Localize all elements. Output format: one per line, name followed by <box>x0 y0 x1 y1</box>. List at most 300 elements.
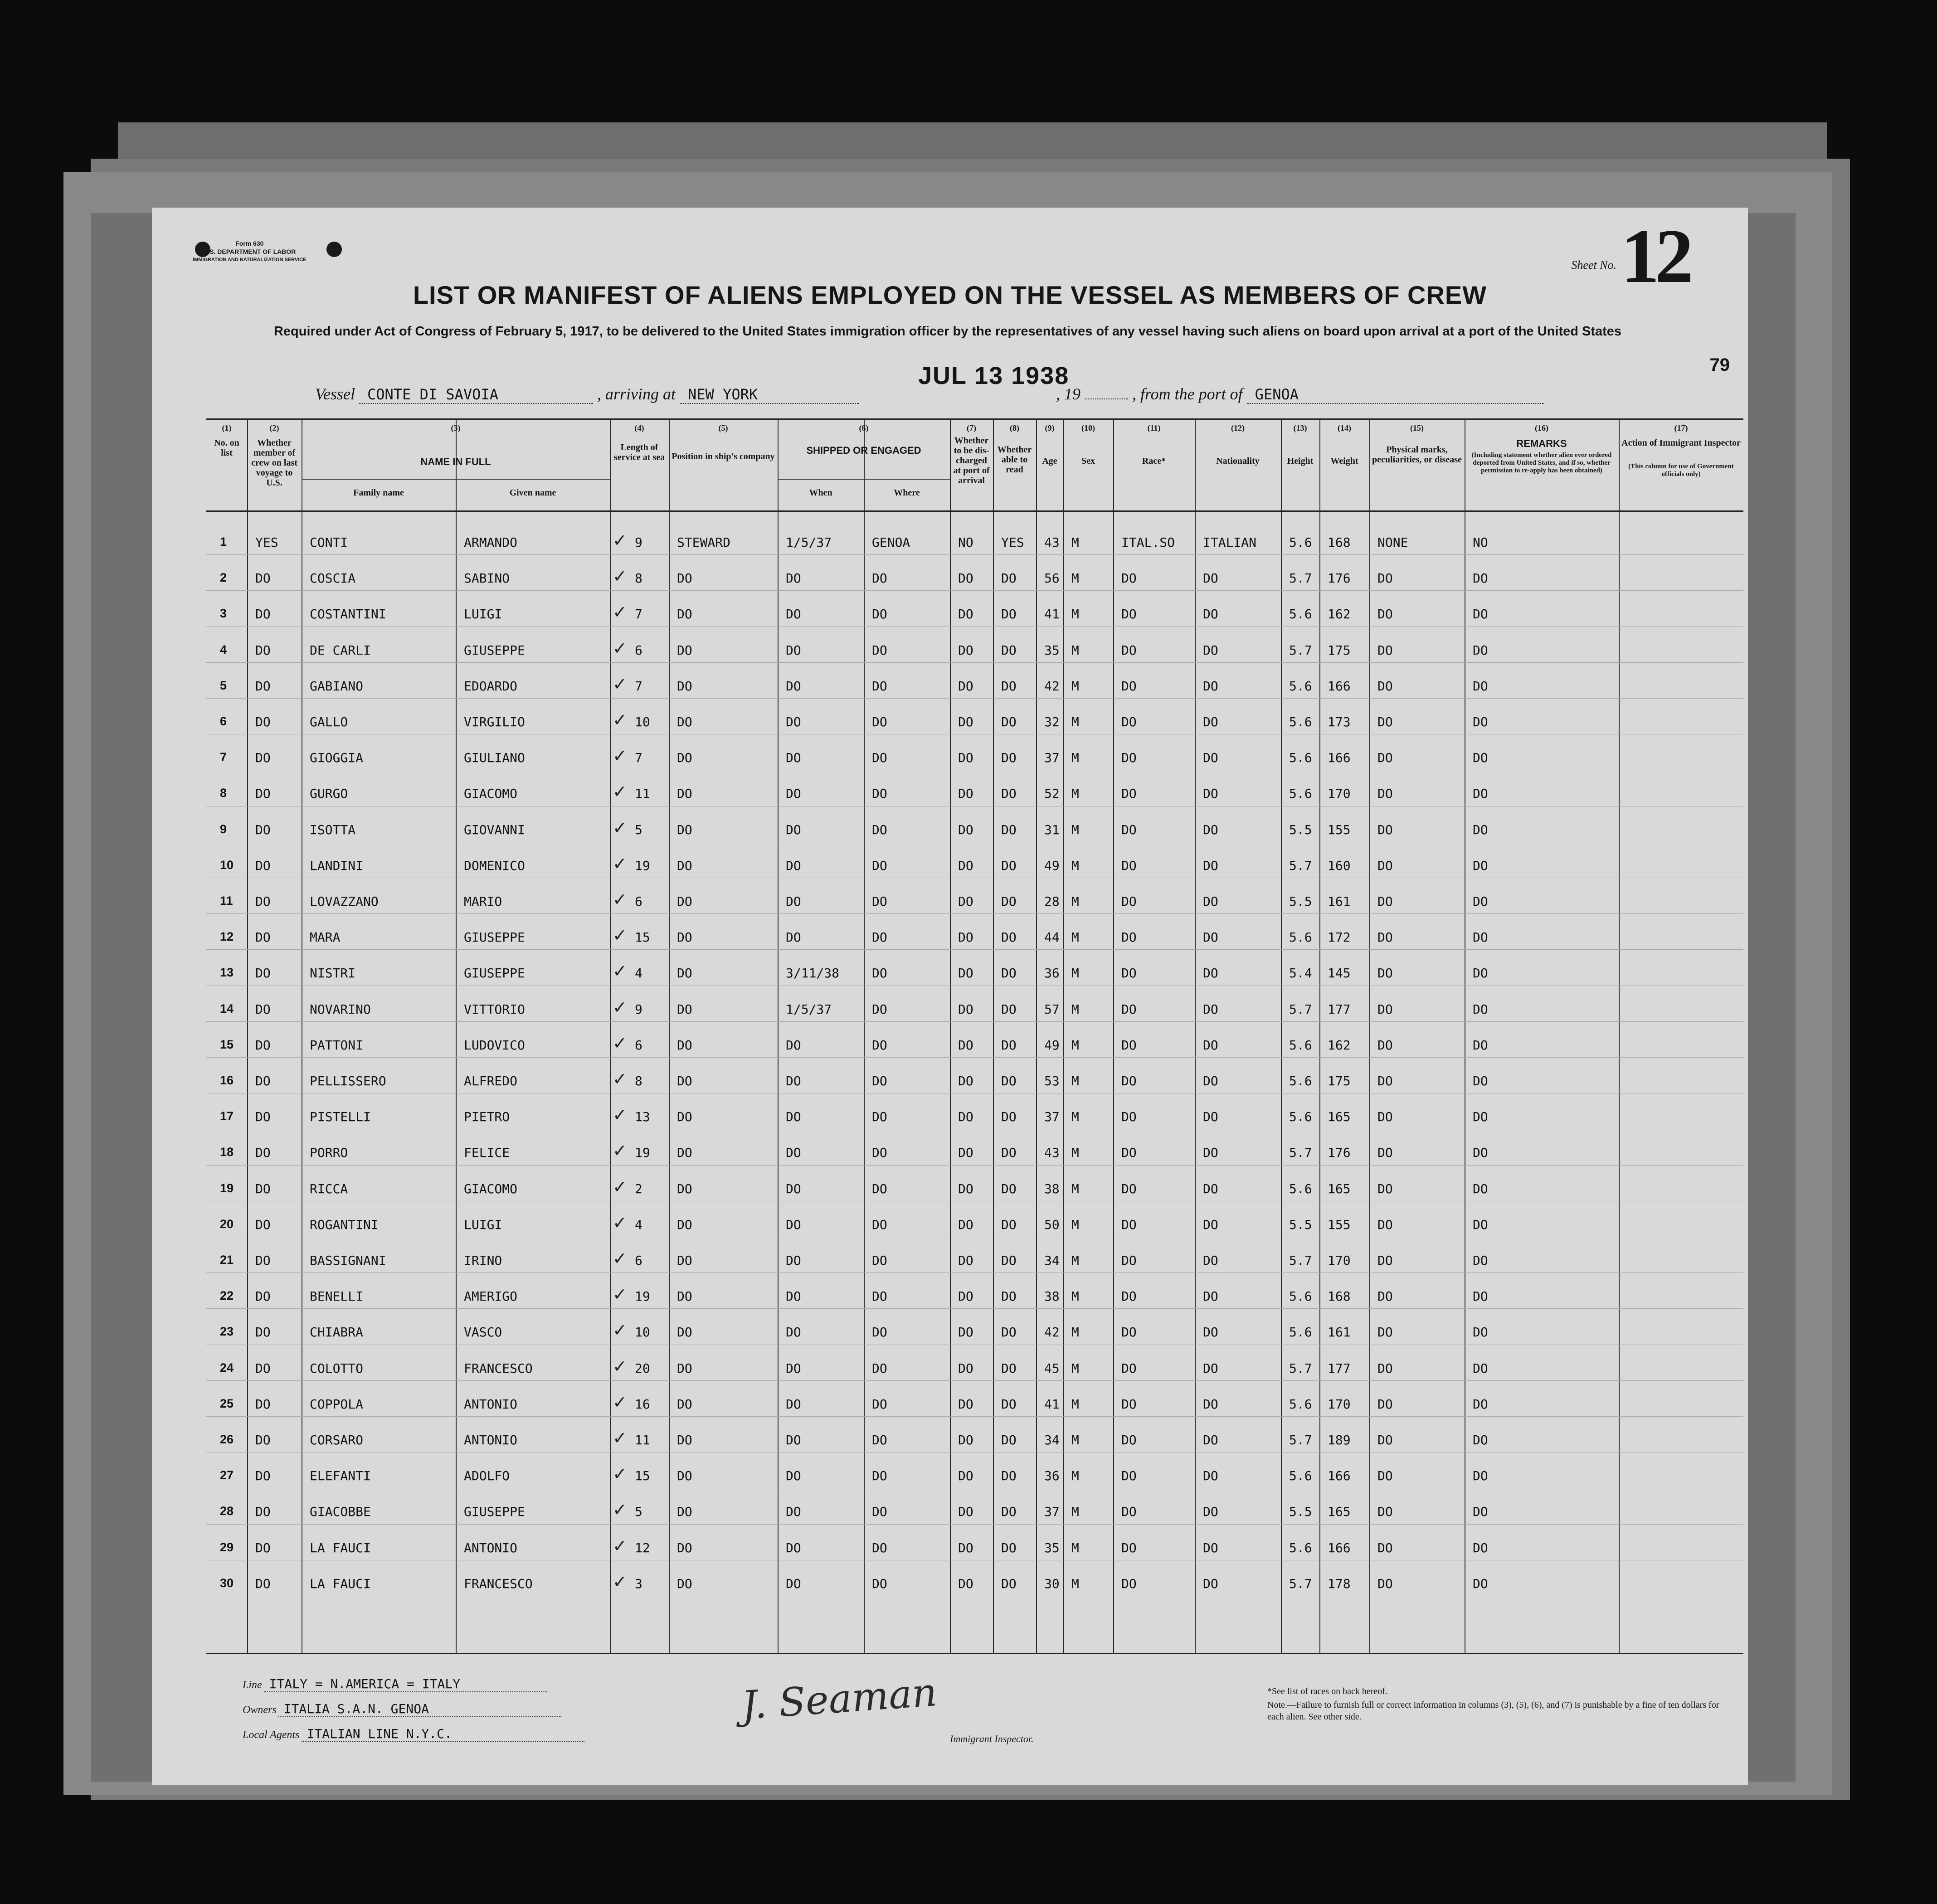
cell-position: DO <box>677 1181 692 1196</box>
cell-no: 30 <box>220 1576 234 1590</box>
cell-when: DO <box>786 1540 801 1555</box>
cell-sex: M <box>1071 858 1079 873</box>
cell-age: 45 <box>1044 1360 1060 1376</box>
cell-given: AMERIGO <box>464 1289 518 1304</box>
cell-given: VIRGILIO <box>464 714 525 729</box>
cell-position: DO <box>677 786 692 801</box>
from-port-label: , from the port of <box>1132 385 1243 403</box>
cell-age: 28 <box>1044 894 1060 909</box>
cell-family: NISTRI <box>310 966 356 981</box>
cell-prev: DO <box>255 1073 271 1088</box>
cell-read: YES <box>1001 535 1024 550</box>
cell-marks: DO <box>1377 1504 1393 1520</box>
check-mark-icon: ✓ <box>613 602 627 622</box>
cell-race: DO <box>1121 750 1137 766</box>
cell-service: 8 <box>635 1073 642 1088</box>
cell-read: DO <box>1001 1037 1017 1053</box>
cell-no: 15 <box>220 1037 234 1051</box>
row-rule <box>206 1380 1743 1381</box>
cell-weight: 170 <box>1328 1396 1351 1412</box>
cell-nationality: DO <box>1203 571 1218 586</box>
cell-where: GENOA <box>872 535 910 550</box>
column-divider <box>1036 420 1037 1653</box>
cell-sex: M <box>1071 1576 1079 1591</box>
cell-prev: DO <box>255 1145 271 1161</box>
cell-where: DO <box>872 1145 887 1161</box>
cell-height: 5.7 <box>1289 642 1312 658</box>
cell-height: 5.6 <box>1289 535 1312 550</box>
cell-no: 6 <box>220 714 227 728</box>
cell-weight: 161 <box>1328 894 1351 909</box>
cell-nationality: DO <box>1203 786 1218 801</box>
cell-marks: DO <box>1377 930 1393 945</box>
row-rule <box>206 698 1743 699</box>
cell-nationality: ITALIAN <box>1203 535 1257 550</box>
column-header-c14: Weight <box>1330 456 1358 466</box>
cell-prev: DO <box>255 1396 271 1412</box>
cell-service: 15 <box>635 930 650 945</box>
cell-family: LOVAZZANO <box>310 894 379 909</box>
arrival-port: NEW YORK <box>680 386 859 404</box>
cell-race: DO <box>1121 1181 1137 1196</box>
cell-service: 4 <box>635 1217 642 1232</box>
cell-race: DO <box>1121 1037 1137 1053</box>
cell-when: DO <box>786 1253 801 1268</box>
cell-marks: DO <box>1377 678 1393 694</box>
cell-service: 11 <box>635 786 650 801</box>
cell-weight: 170 <box>1328 1253 1351 1268</box>
column-divider <box>778 420 779 1653</box>
cell-nationality: DO <box>1203 858 1218 873</box>
cell-no: 20 <box>220 1217 234 1231</box>
check-mark-icon: ✓ <box>613 746 627 766</box>
inspector-signature: J. Seaman <box>740 1670 939 1729</box>
cell-remarks: NO <box>1473 535 1488 550</box>
cell-service: 9 <box>635 535 642 550</box>
cell-no: 2 <box>220 571 227 585</box>
cell-service: 6 <box>635 642 642 658</box>
cell-no: 5 <box>220 678 227 692</box>
cell-remarks: DO <box>1473 1540 1488 1555</box>
cell-remarks: DO <box>1473 1504 1488 1520</box>
cell-height: 5.7 <box>1289 571 1312 586</box>
column-number-label: (8) <box>1010 423 1019 432</box>
cell-discharged: DO <box>958 1468 973 1484</box>
cell-sex: M <box>1071 714 1079 729</box>
cell-height: 5.6 <box>1289 714 1312 729</box>
cell-age: 41 <box>1044 1396 1060 1412</box>
cell-height: 5.5 <box>1289 894 1312 909</box>
cell-position: DO <box>677 1001 692 1017</box>
cell-sex: M <box>1071 822 1079 837</box>
cell-race: DO <box>1121 1001 1137 1017</box>
cell-age: 37 <box>1044 1109 1060 1125</box>
cell-when: DO <box>786 1073 801 1088</box>
cell-family: NOVARINO <box>310 1001 371 1017</box>
cell-no: 4 <box>220 642 227 656</box>
cell-when: DO <box>786 1396 801 1412</box>
cell-no: 19 <box>220 1181 234 1195</box>
cell-prev: DO <box>255 1253 271 1268</box>
cell-marks: DO <box>1377 642 1393 658</box>
cell-height: 5.6 <box>1289 1073 1312 1088</box>
cell-age: 49 <box>1044 858 1060 873</box>
cell-sex: M <box>1071 571 1079 586</box>
column-divider <box>864 420 865 1653</box>
cell-given: IRINO <box>464 1253 502 1268</box>
cell-prev: DO <box>255 642 271 658</box>
cell-marks: DO <box>1377 1145 1393 1161</box>
cell-remarks: DO <box>1473 607 1488 622</box>
cell-family: ISOTTA <box>310 822 356 837</box>
cell-prev: DO <box>255 1289 271 1304</box>
cell-age: 43 <box>1044 1145 1060 1161</box>
cell-read: DO <box>1001 714 1017 729</box>
department-name: U.S. DEPARTMENT OF LABOR <box>203 248 296 255</box>
departure-port: GENOA <box>1247 386 1544 404</box>
cell-height: 5.5 <box>1289 1217 1312 1232</box>
cell-given: FRANCESCO <box>464 1576 533 1591</box>
cell-sex: M <box>1071 750 1079 766</box>
cell-where: DO <box>872 822 887 837</box>
cell-weight: 145 <box>1328 966 1351 981</box>
column-divider <box>1619 420 1620 1653</box>
cell-given: EDOARDO <box>464 678 518 694</box>
cell-prev: DO <box>255 750 271 766</box>
cell-age: 34 <box>1044 1433 1060 1447</box>
cell-race: DO <box>1121 1504 1137 1520</box>
cell-height: 5.6 <box>1289 1540 1312 1555</box>
cell-discharged: DO <box>958 607 973 622</box>
cell-age: 36 <box>1044 1468 1060 1484</box>
cell-sex: M <box>1071 1468 1079 1484</box>
cell-sex: M <box>1071 1396 1079 1412</box>
cell-race: DO <box>1121 1468 1137 1484</box>
column-divider <box>610 420 611 1653</box>
manifest-sheet <box>152 208 1748 1785</box>
cell-height: 5.6 <box>1289 1037 1312 1053</box>
cell-read: DO <box>1001 1325 1017 1340</box>
cell-discharged: DO <box>958 1109 973 1125</box>
cell-read: DO <box>1001 642 1017 658</box>
cell-read: DO <box>1001 1217 1017 1232</box>
cell-sex: M <box>1071 1289 1079 1304</box>
cell-prev: DO <box>255 858 271 873</box>
column-header-c7: Whether to be dis-charged at port of arrival <box>953 436 990 486</box>
cell-discharged: DO <box>958 678 973 694</box>
cell-position: DO <box>677 1468 692 1484</box>
cell-age: 56 <box>1044 571 1060 586</box>
cell-nationality: DO <box>1203 1360 1218 1376</box>
cell-given: GIUSEPPE <box>464 930 525 945</box>
cell-nationality: DO <box>1203 750 1218 766</box>
cell-no: 13 <box>220 966 234 980</box>
cell-marks: DO <box>1377 1433 1393 1447</box>
cell-where: DO <box>872 678 887 694</box>
cell-nationality: DO <box>1203 1433 1218 1447</box>
cell-discharged: DO <box>958 1001 973 1017</box>
cell-prev: DO <box>255 607 271 622</box>
cell-position: DO <box>677 1360 692 1376</box>
column-number-label: (4) <box>634 423 644 432</box>
cell-when: DO <box>786 714 801 729</box>
cell-sex: M <box>1071 1253 1079 1268</box>
column-header-c5: Position in ship's company <box>672 452 775 461</box>
cell-position: DO <box>677 1145 692 1161</box>
cell-marks: DO <box>1377 1576 1393 1591</box>
cell-nationality: DO <box>1203 822 1218 837</box>
cell-remarks: DO <box>1473 1145 1488 1161</box>
cell-service: 7 <box>635 607 642 622</box>
cell-given: ALFREDO <box>464 1073 518 1088</box>
cell-service: 11 <box>635 1433 650 1447</box>
cell-given: GIOVANNI <box>464 822 525 837</box>
check-mark-icon: ✓ <box>613 1141 627 1161</box>
check-mark-icon: ✓ <box>613 1284 627 1305</box>
cell-remarks: DO <box>1473 1325 1488 1340</box>
cell-race: DO <box>1121 894 1137 909</box>
cell-weight: 168 <box>1328 1289 1351 1304</box>
cell-nationality: DO <box>1203 1181 1218 1196</box>
vessel-line <box>315 384 1544 404</box>
column-header-c13: Height <box>1287 456 1314 466</box>
cell-weight: 176 <box>1328 571 1351 586</box>
cell-position: DO <box>677 1253 692 1268</box>
cell-family: ELEFANTI <box>310 1468 371 1484</box>
cell-given: LUIGI <box>464 607 502 622</box>
cell-family: PORRO <box>310 1145 348 1161</box>
vessel-name: CONTE DI SAVOIA <box>359 386 593 404</box>
cell-when: DO <box>786 1576 801 1591</box>
cell-marks: DO <box>1377 714 1393 729</box>
cell-sex: M <box>1071 1037 1079 1053</box>
cell-height: 5.6 <box>1289 1325 1312 1340</box>
cell-position: DO <box>677 1396 692 1412</box>
cell-when: DO <box>786 1181 801 1196</box>
cell-family: GALLO <box>310 714 348 729</box>
cell-discharged: DO <box>958 1037 973 1053</box>
cell-remarks: DO <box>1473 1576 1488 1591</box>
cell-read: DO <box>1001 894 1017 909</box>
column-number-label: (9) <box>1045 423 1055 432</box>
cell-nationality: DO <box>1203 1289 1218 1304</box>
column-divider <box>993 420 994 1653</box>
cell-race: DO <box>1121 786 1137 801</box>
form-identifier <box>193 239 307 264</box>
column-header-c6: SHIPPED OR ENGAGED <box>806 445 921 456</box>
cell-family: BASSIGNANI <box>310 1253 386 1268</box>
name-subheader-rule <box>302 479 610 480</box>
cell-read: DO <box>1001 678 1017 694</box>
cell-nationality: DO <box>1203 678 1218 694</box>
row-rule <box>206 1021 1743 1022</box>
cell-marks: DO <box>1377 786 1393 801</box>
line-field <box>243 1676 547 1692</box>
cell-when: DO <box>786 1217 801 1232</box>
cell-no: 11 <box>220 894 233 908</box>
cell-age: 44 <box>1044 930 1060 945</box>
check-mark-icon: ✓ <box>613 1464 627 1484</box>
cell-weight: 165 <box>1328 1181 1351 1196</box>
column-divider <box>1113 420 1114 1653</box>
cell-when: DO <box>786 1360 801 1376</box>
cell-when: DO <box>786 930 801 945</box>
cell-race: DO <box>1121 1576 1137 1591</box>
cell-marks: DO <box>1377 1360 1393 1376</box>
cell-prev: DO <box>255 1037 271 1053</box>
cell-height: 5.6 <box>1289 1289 1312 1304</box>
cell-no: 9 <box>220 822 227 836</box>
cell-weight: 162 <box>1328 607 1351 622</box>
cell-remarks: DO <box>1473 894 1488 909</box>
cell-remarks: DO <box>1473 1073 1488 1088</box>
cell-service: 8 <box>635 571 642 586</box>
cell-service: 13 <box>635 1109 650 1125</box>
cell-sex: M <box>1071 894 1079 909</box>
cell-discharged: DO <box>958 1253 973 1268</box>
cell-nationality: DO <box>1203 1396 1218 1412</box>
cell-height: 5.6 <box>1289 678 1312 694</box>
cell-race: DO <box>1121 1253 1137 1268</box>
column-divider <box>950 420 951 1653</box>
cell-no: 7 <box>220 750 227 764</box>
cell-position: DO <box>677 930 692 945</box>
cell-race: DO <box>1121 1145 1137 1161</box>
row-rule <box>206 1308 1743 1309</box>
arriving-label: , arriving at <box>597 385 676 403</box>
cell-service: 4 <box>635 966 642 981</box>
cell-where: DO <box>872 1360 887 1376</box>
cell-position: DO <box>677 966 692 981</box>
cell-family: GURGO <box>310 786 348 801</box>
cell-marks: DO <box>1377 966 1393 981</box>
check-mark-icon: ✓ <box>613 566 627 587</box>
column-header-c1: No. on list <box>214 438 239 458</box>
cell-age: 37 <box>1044 750 1060 766</box>
cell-when: DO <box>786 1325 801 1340</box>
cell-service: 7 <box>635 750 642 766</box>
cell-age: 35 <box>1044 1540 1060 1555</box>
column-header-c16: REMARKS <box>1516 438 1567 449</box>
cell-marks: DO <box>1377 894 1393 909</box>
margin-number: 79 <box>1709 355 1730 375</box>
column-header-c17: Action of Immigrant Inspector <box>1621 438 1741 448</box>
cell-given: ANTONIO <box>464 1396 518 1412</box>
cell-weight: 173 <box>1328 714 1351 729</box>
cell-position: DO <box>677 1217 692 1232</box>
cell-no: 10 <box>220 858 234 872</box>
cell-family: RICCA <box>310 1181 348 1196</box>
cell-race: DO <box>1121 822 1137 837</box>
column-header-c11: Race* <box>1142 456 1166 466</box>
cell-position: DO <box>677 571 692 586</box>
year-label: , 19 <box>1056 385 1080 403</box>
column-number-label: (17) <box>1674 423 1688 432</box>
cell-where: DO <box>872 894 887 909</box>
cell-nationality: DO <box>1203 1576 1218 1591</box>
cell-where: DO <box>872 930 887 945</box>
column-number-label: (2) <box>269 423 279 432</box>
cell-race: DO <box>1121 678 1137 694</box>
cell-race: DO <box>1121 571 1137 586</box>
row-rule <box>206 913 1743 914</box>
cell-age: 37 <box>1044 1504 1060 1520</box>
cell-when: 3/11/38 <box>786 966 840 981</box>
cell-race: DO <box>1121 1540 1137 1555</box>
cell-remarks: DO <box>1473 1253 1488 1268</box>
cell-age: 57 <box>1044 1001 1060 1017</box>
cell-height: 5.6 <box>1289 607 1312 622</box>
cell-marks: DO <box>1377 1325 1393 1340</box>
cell-given: GIUSEPPE <box>464 642 525 658</box>
cell-given: GIUSEPPE <box>464 1504 525 1520</box>
cell-no: 17 <box>220 1109 234 1123</box>
row-rule <box>206 554 1743 555</box>
cell-discharged: DO <box>958 1576 973 1591</box>
cell-service: 5 <box>635 1504 642 1520</box>
cell-service: 2 <box>635 1181 642 1196</box>
column-header-c10: Sex <box>1081 456 1095 466</box>
cell-where: DO <box>872 750 887 766</box>
cell-no: 3 <box>220 607 227 621</box>
cell-discharged: DO <box>958 786 973 801</box>
cell-marks: DO <box>1377 750 1393 766</box>
cell-remarks: DO <box>1473 678 1488 694</box>
cell-when: DO <box>786 642 801 658</box>
cell-marks: DO <box>1377 1001 1393 1017</box>
cell-read: DO <box>1001 607 1017 622</box>
cell-race: DO <box>1121 607 1137 622</box>
cell-age: 34 <box>1044 1253 1060 1268</box>
cell-sex: M <box>1071 966 1079 981</box>
cell-service: 16 <box>635 1396 650 1412</box>
cell-marks: DO <box>1377 1181 1393 1196</box>
service-name: IMMIGRATION AND NATURALIZATION SERVICE <box>193 257 307 262</box>
cell-no: 23 <box>220 1325 234 1339</box>
cell-read: DO <box>1001 1253 1017 1268</box>
cell-nationality: DO <box>1203 1253 1218 1268</box>
page-title: LIST OR MANIFEST OF ALIENS EMPLOYED ON THE VESSEL AS MEMBERS OF CREW <box>413 281 1487 309</box>
cell-remarks: DO <box>1473 1433 1488 1447</box>
column-number-label: (10) <box>1081 423 1095 432</box>
cell-height: 5.7 <box>1289 1253 1312 1268</box>
cell-prev: DO <box>255 1217 271 1232</box>
cell-where: DO <box>872 858 887 873</box>
column-number-label: (12) <box>1231 423 1245 432</box>
cell-discharged: DO <box>958 642 973 658</box>
cell-sex: M <box>1071 642 1079 658</box>
cell-nationality: DO <box>1203 1468 1218 1484</box>
cell-service: 7 <box>635 678 642 694</box>
cell-remarks: DO <box>1473 1037 1488 1053</box>
cell-discharged: DO <box>958 1325 973 1340</box>
cell-prev: DO <box>255 786 271 801</box>
cell-race: DO <box>1121 930 1137 945</box>
cell-weight: 177 <box>1328 1001 1351 1017</box>
cell-prev: DO <box>255 966 271 981</box>
shipped-subheader-rule <box>778 479 950 480</box>
cell-given: GIUSEPPE <box>464 966 525 981</box>
cell-given: ANTONIO <box>464 1433 518 1447</box>
cell-age: 50 <box>1044 1217 1060 1232</box>
cell-when: 1/5/37 <box>786 535 832 550</box>
cell-position: DO <box>677 607 692 622</box>
cell-marks: DO <box>1377 1109 1393 1125</box>
cell-service: 6 <box>635 1037 642 1053</box>
cell-remarks: DO <box>1473 1468 1488 1484</box>
cell-service: 3 <box>635 1576 642 1591</box>
cell-sex: M <box>1071 1433 1079 1447</box>
